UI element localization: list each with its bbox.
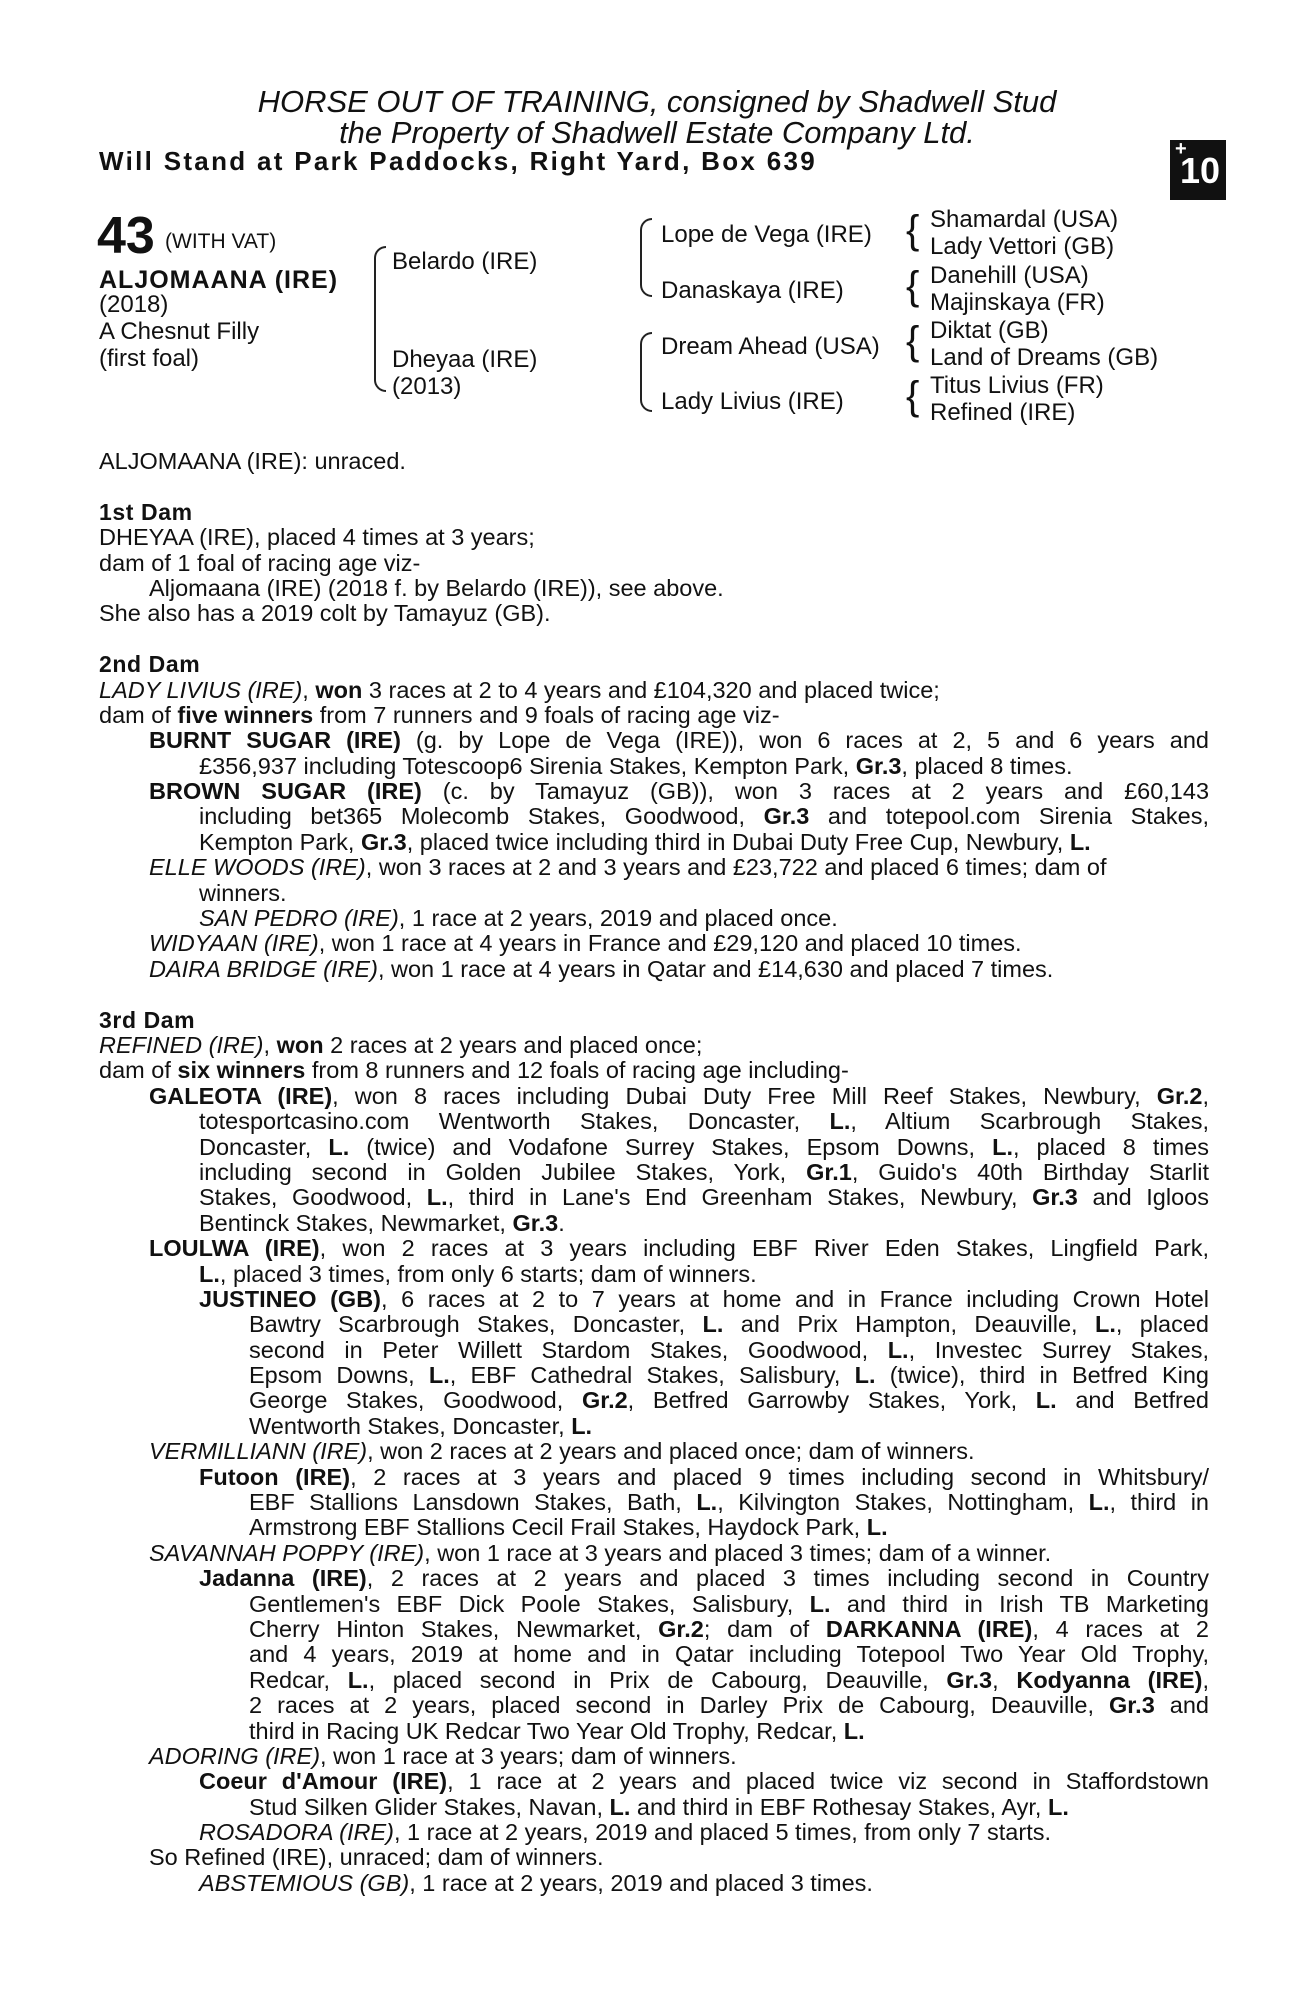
first-dam-line: Aljomaana (IRE) (2018 f. by Belardo (IRE)), see above. xyxy=(149,574,724,601)
pedigree-dam: Dheyaa (IRE) xyxy=(392,346,538,373)
sire-dam-brace xyxy=(374,246,386,392)
horse-name: ALJOMAANA (IRE) xyxy=(99,266,339,294)
pedigree-dsd: Land of Dreams (GB) xyxy=(930,344,1159,371)
produce-line: Jadanna (IRE), 2 races at 2 years and placed 3 times including second in Country xyxy=(199,1565,1209,1592)
third-dam-line: dam of six winners from 8 runners and 12 foals of racing age including- xyxy=(99,1057,849,1084)
produce-line: Futoon (IRE), 2 races at 3 years and placed 9 times including second in Whitsbury/ xyxy=(199,1463,1209,1490)
produce-line: Gentlemen's EBF Dick Poole Stakes, Salisbury, L. and third in Irish TB Marketing xyxy=(249,1590,1209,1617)
produce-line: £356,937 including Totescoop6 Sirenia Stakes, Kempton Park, Gr.3, placed 8 times. xyxy=(199,752,1073,779)
dam-line-brace xyxy=(640,332,652,412)
third-dam-heading: 3rd Dam xyxy=(99,1006,196,1033)
produce-line: Redcar, L., placed second in Prix de Cabourg, Deauville, Gr.3, Kodyanna (IRE), xyxy=(249,1666,1209,1693)
produce-line: third in Racing UK Redcar Two Year Old Trophy, Redcar, L. xyxy=(249,1717,865,1744)
brace-4: { xyxy=(906,374,920,418)
produce-line: Coeur d'Amour (IRE), 1 race at 2 years and placed twice viz second in Staffordstown xyxy=(199,1768,1209,1795)
produce-line: LOULWA (IRE), won 2 races at 3 years including EBF River Eden Stakes, Lingfield Park, xyxy=(149,1235,1209,1262)
second-dam-heading: 2nd Dam xyxy=(99,651,201,678)
produce-line: ELLE WOODS (IRE), won 3 races at 2 and 3 years and £23,722 and placed 6 times; dam of xyxy=(149,854,1107,881)
pedigree-sss: Shamardal (USA) xyxy=(930,206,1119,233)
produce-line: BROWN SUGAR (IRE) (c. by Tamayuz (GB)), won 3 races at 2 years and £60,143 xyxy=(149,778,1210,805)
produce-line: Bawtry Scarbrough Stakes, Doncaster, L. and Prix Hampton, Deauville, L., placed xyxy=(249,1311,1210,1338)
pedigree-dam-dam: Lady Livius (IRE) xyxy=(661,388,844,415)
pedigree-sire-sire: Lope de Vega (IRE) xyxy=(661,221,872,248)
lot-number: 43 xyxy=(97,207,155,265)
produce-line: Epsom Downs, L., EBF Cathedral Stakes, Salisbury, L. (twice), third in Betfred King xyxy=(249,1362,1209,1389)
second-dam-line: LADY LIVIUS (IRE), won 3 races at 2 to 4 years and £104,320 and placed twice; xyxy=(99,676,940,703)
pedigree-ddd: Refined (IRE) xyxy=(930,399,1076,426)
stand-location: Will Stand at Park Paddocks, Right Yard, Box 639 xyxy=(99,146,817,176)
produce-line: L., placed 3 times, from only 6 starts; dam of winners. xyxy=(199,1260,757,1287)
vat-note: (WITH VAT) xyxy=(165,230,277,253)
third-dam-line: REFINED (IRE), won 2 races at 2 years and placed once; xyxy=(99,1031,703,1058)
produce-line: SAVANNAH POPPY (IRE), won 1 race at 3 years and placed 3 times; dam of a winner. xyxy=(149,1539,1052,1566)
produce-line: Armstrong EBF Stallions Cecil Frail Stakes, Haydock Park, L. xyxy=(249,1514,888,1541)
produce-line: Stud Silken Glider Stakes, Navan, L. and third in EBF Rothesay Stakes, Ayr, L. xyxy=(249,1793,1069,1820)
first-dam-heading: 1st Dam xyxy=(99,498,193,525)
first-dam-line: DHEYAA (IRE), placed 4 times at 3 years; xyxy=(99,524,535,551)
catalogue-text xyxy=(99,449,1209,1896)
produce-line: Doncaster, L. (twice) and Vodafone Surrey Stakes, Epsom Downs, L., placed 8 times xyxy=(199,1133,1209,1160)
pedigree-dam-sire: Dream Ahead (USA) xyxy=(661,333,880,360)
produce-line: Stakes, Goodwood, L., third in Lane's End Greenham Stakes, Newbury, Gr.3 and Igloos xyxy=(199,1184,1209,1211)
produce-line: EBF Stallions Lansdown Stakes, Bath, L., Kilvington Stakes, Nottingham, L., third in xyxy=(249,1489,1210,1516)
produce-line: George Stakes, Goodwood, Gr.2, Betfred Garrowby Stakes, York, L. and Betfred xyxy=(249,1387,1209,1414)
produce-line: second in Peter Willett Stardom Stakes, Goodwood, L., Investec Surrey Stakes, xyxy=(249,1336,1209,1363)
pedigree-sdd: Majinskaya (FR) xyxy=(930,289,1105,316)
property-line: the Property of Shadwell Estate Company Ltd. xyxy=(339,115,975,150)
produce-line: and 4 years, 2019 at home and in Qatar including Totepool Two Year Old Trophy, xyxy=(249,1641,1209,1668)
badge-plus: + xyxy=(1175,138,1187,160)
produce-line: So Refined (IRE), unraced; dam of winners. xyxy=(149,1844,604,1871)
foal-note: (first foal) xyxy=(99,345,200,372)
pedigree-sire-dam: Danaskaya (IRE) xyxy=(661,277,844,304)
brace-3: { xyxy=(906,319,920,363)
first-dam-line: dam of 1 foal of racing age viz- xyxy=(99,549,421,576)
produce-line: including second in Golden Jubilee Stakes, York, Gr.1, Guido's 40th Birthday Starlit xyxy=(199,1158,1210,1185)
produce-line: including bet365 Molecomb Stakes, Goodwood, Gr.3 and totepool.com Sirenia Stakes, xyxy=(199,803,1209,830)
produce-line: Bentinck Stakes, Newmarket, Gr.3. xyxy=(199,1209,565,1236)
produce-line: 2 races at 2 years, placed second in Darley Prix de Cabourg, Deauville, Gr.3 and xyxy=(249,1692,1209,1719)
brace-1: { xyxy=(906,208,920,252)
produce-line: WIDYAAN (IRE), won 1 race at 4 years in France and £29,120 and placed 10 times. xyxy=(149,930,1022,957)
produce-line: DAIRA BRIDGE (IRE), won 1 race at 4 years in Qatar and £14,630 and placed 7 times. xyxy=(149,955,1054,982)
produce-line: JUSTINEO (GB), 6 races at 2 to 7 years at home and in France including Crown Hotel xyxy=(199,1285,1209,1312)
horse-description: A Chesnut Filly xyxy=(99,318,260,345)
second-dam-line: dam of five winners from 7 runners and 9 foals of racing age viz- xyxy=(99,701,780,728)
produce-line: ADORING (IRE), won 1 race at 3 years; dam of winners. xyxy=(149,1742,737,1769)
pedigree-ssd: Lady Vettori (GB) xyxy=(930,233,1115,260)
produce-line: VERMILLIANN (IRE), won 2 races at 2 years and placed once; dam of winners. xyxy=(149,1438,975,1465)
produce-line: GALEOTA (IRE), won 8 races including Dubai Duty Free Mill Reef Stakes, Newbury, Gr.2, xyxy=(149,1082,1209,1109)
produce-line: ABSTEMIOUS (GB), 1 race at 2 years, 2019 and placed 3 times. xyxy=(199,1869,873,1896)
produce-line: BURNT SUGAR (IRE) (g. by Lope de Vega (IRE)), won 6 races at 2, 5 and 6 years and xyxy=(149,727,1209,754)
first-dam-line: She also has a 2019 colt by Tamayuz (GB). xyxy=(99,600,551,627)
produce-line: winners. xyxy=(199,879,287,906)
horse-year: (2018) xyxy=(99,291,169,318)
pedigree-dds: Titus Livius (FR) xyxy=(930,372,1104,399)
produce-line: ROSADORA (IRE), 1 race at 2 years, 2019 and placed 5 times, from only 7 starts. xyxy=(199,1819,1052,1846)
produce-line: Cherry Hinton Stakes, Newmarket, Gr.2; dam of DARKANNA (IRE), 4 races at 2 xyxy=(249,1615,1209,1642)
pedigree-sds: Danehill (USA) xyxy=(930,262,1089,289)
pedigree-sire: Belardo (IRE) xyxy=(392,248,538,275)
lot-badge xyxy=(1170,140,1226,200)
pedigree-dam-year: (2013) xyxy=(392,373,462,400)
consignor-line: HORSE OUT OF TRAINING, consigned by Shadwell Stud xyxy=(257,84,1057,119)
brace-2: { xyxy=(906,264,920,308)
badge-number: 10 xyxy=(1180,150,1221,191)
produce-line: totesportcasino.com Wentworth Stakes, Doncaster, L., Altium Scarbrough Stakes, xyxy=(199,1108,1209,1135)
sire-line-brace xyxy=(640,218,652,297)
produce-line: Kempton Park, Gr.3, placed twice including third in Dubai Duty Free Cup, Newbury, L. xyxy=(199,828,1091,855)
unraced-line: ALJOMAANA (IRE): unraced. xyxy=(99,448,406,474)
produce-line: Wentworth Stakes, Doncaster, L. xyxy=(249,1412,593,1439)
produce-line: SAN PEDRO (IRE), 1 race at 2 years, 2019 and placed once. xyxy=(199,905,838,932)
pedigree-dss: Diktat (GB) xyxy=(930,317,1049,344)
